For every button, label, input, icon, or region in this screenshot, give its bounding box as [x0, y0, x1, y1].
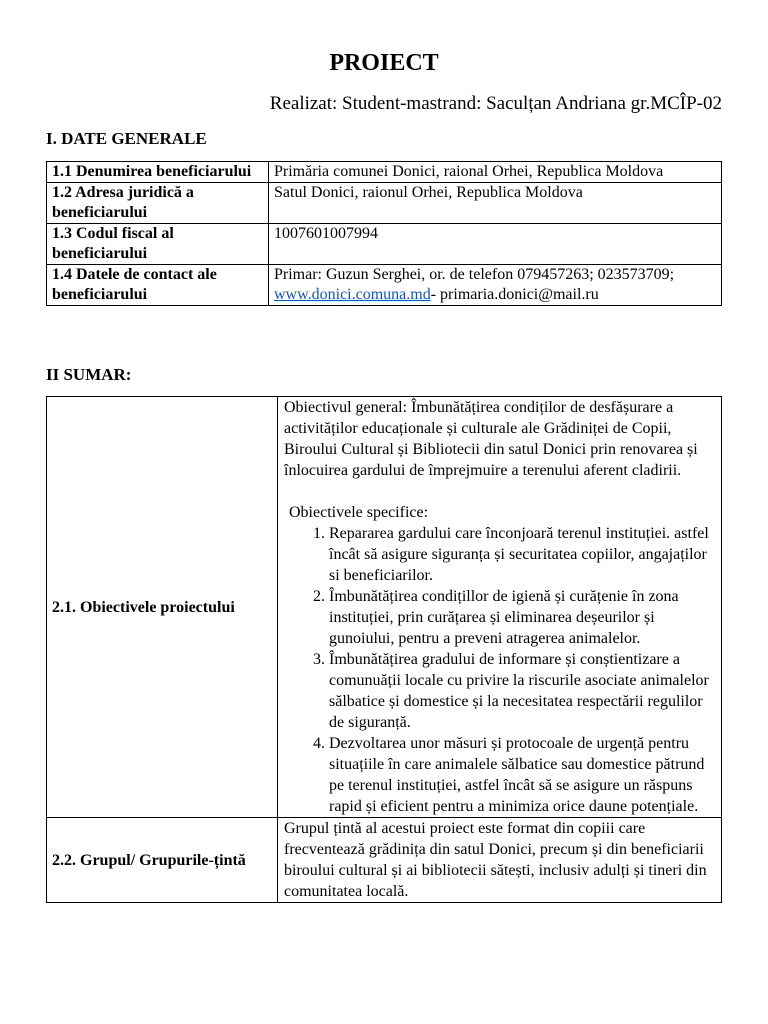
- website-link[interactable]: www.donici.comuna.md: [274, 286, 431, 303]
- list-item: 1. Repararea gardului care înconjoară terenul instituției. astfel încât să asigure siguranța și securitatea copiilor, angajaților si beneficiarilor.: [329, 523, 716, 586]
- row-label: 1.4 Datele de contact ale beneficiarului: [47, 265, 269, 306]
- table-row: [47, 162, 722, 183]
- row-value-contact: [269, 265, 722, 306]
- list-item: 3. Îmbunătățirea gradului de informare și conștientizare a comunuății locale cu privire la riscurile asociate animalelor sălbatice și domestice și la necesitatea respectării regulilor de siguranță.: [329, 649, 716, 733]
- list-item: 4. Dezvoltarea unor măsuri și protocoale de urgență pentru situațiile în care animalele sălbatice sau domestice pătrund pe terenul instituției, astfel încât să se asigure un răspuns rapid și eficient pentru a minimiza orice daune potențiale.: [329, 733, 716, 817]
- target-group-value: Grupul țintă al acestui proiect este format din copiii care frecventează grădinița din satul Donici, precum și din beneficiarii biroului cultural și ai bibliotecii sătești, inclusiv adulți și tineri din comunitatea locală.: [278, 818, 722, 903]
- document-title: PROIECT: [329, 50, 439, 76]
- objectives-label: 2.1. Obiectivele proiectului: [47, 397, 278, 818]
- row-label: 1.2 Adresa juridică a beneficiarului: [47, 183, 269, 224]
- section-heading-general-data: I. DATE GENERALE: [46, 129, 207, 148]
- row-label: 1.3 Codul fiscal al beneficiarului: [47, 224, 269, 265]
- general-data-table: [46, 161, 722, 306]
- table-row: [47, 397, 722, 818]
- list-item: 2. Îmbunătățirea condițillor de igienă și curățenie în zona instituției, prin curățarea și eliminarea deșeurilor și gunoiului, pentru a preveni atragerea animalelor.: [329, 586, 716, 649]
- section-heading-summary: II SUMAR:: [46, 365, 132, 384]
- author-line: Realizat: Student-mastrand: Saculțan Andriana gr.MCÎP-02: [269, 93, 722, 114]
- row-value: Primăria comunei Donici, raional Orhei, Republica Moldova: [269, 162, 722, 183]
- table-row: [47, 183, 722, 224]
- row-value: Satul Donici, raionul Orhei, Republica Moldova: [269, 183, 722, 224]
- contact-email: - primaria.donici@mail.ru: [430, 286, 599, 303]
- row-label: 1.1 Denumirea beneficiarului: [47, 162, 269, 183]
- table-row: [47, 224, 722, 265]
- specific-objectives-list: [284, 523, 716, 817]
- specific-objectives-label: Obiectivele specifice:: [289, 504, 429, 521]
- row-value: 1007601007994: [269, 224, 722, 265]
- contact-text: Primar: Guzun Serghei, or. de telefon 079457263; 023573709;: [274, 266, 675, 283]
- summary-table: [46, 396, 722, 903]
- table-row: [47, 818, 722, 903]
- general-objective: Obiectivul general: Îmbunătățirea condiților de desfășurare a activităților educaționale și culturale ale Grădiniței de Copii, Biroului Cultural și Bibliotecii din satul Donici prin renovarea și înlocuirea gardului de împrejmuire a terenului aferent cladirii.: [284, 399, 698, 479]
- table-row: [47, 265, 722, 306]
- objectives-cell: [278, 397, 722, 818]
- target-group-label: 2.2. Grupul/ Grupurile-țintă: [47, 818, 278, 903]
